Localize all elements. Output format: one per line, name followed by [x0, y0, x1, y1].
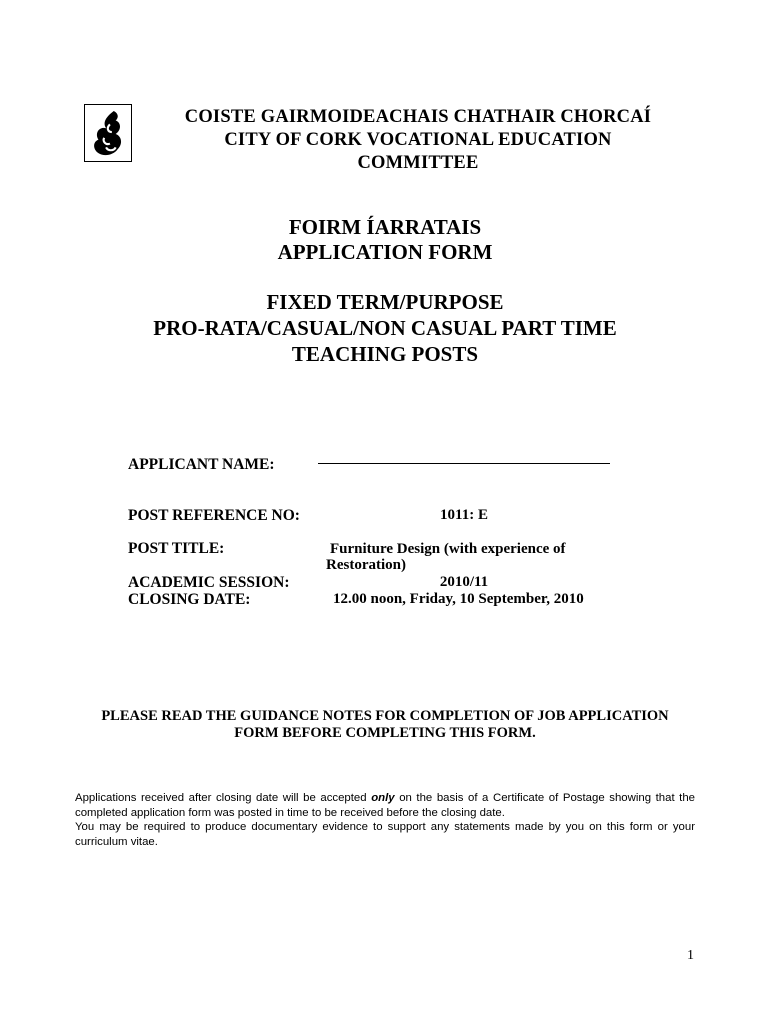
post-title-value-line-2: Restoration): [326, 557, 406, 573]
page-number: 1: [687, 948, 694, 963]
post-type-line-1: FIXED TERM/PURPOSE: [266, 290, 504, 314]
guidance-notice-line-2: FORM BEFORE COMPLETING THIS FORM.: [234, 725, 536, 741]
post-reference-value: 1011: E: [440, 507, 488, 523]
title-english: APPLICATION FORM: [277, 240, 493, 264]
title-irish: FOIRM ÍARRATAIS: [288, 215, 482, 239]
header-line-3: COMMITTEE: [357, 153, 479, 173]
closing-date-value: 12.00 noon, Friday, 10 September, 2010: [333, 591, 584, 607]
paragraph-text-after: on the basis of a Certificate of Postage showing that the completed application form was posted in time to be received before the closing date.: [75, 792, 696, 819]
paragraph-emphasis: only: [371, 792, 395, 804]
closing-date-label: CLOSING DATE:: [128, 591, 251, 608]
post-type-line-2: PRO-RATA/CASUAL/NON CASUAL PART TIME: [153, 316, 617, 340]
paragraph-text-before: Applications received after closing date will be accepted: [75, 792, 367, 804]
post-title-value-line-1: Furniture Design (with experience of: [330, 541, 566, 557]
post-reference-label: POST REFERENCE NO:: [128, 507, 300, 524]
academic-session-label: ACADEMIC SESSION:: [128, 574, 290, 591]
header-line-1: COISTE GAIRMOIDEACHAIS CHATHAIR CHORCAÍ: [184, 107, 652, 127]
guidance-notice-line-1: PLEASE READ THE GUIDANCE NOTES FOR COMPLETION OF JOB APPLICATION: [101, 708, 669, 724]
academic-session-value: 2010/11: [439, 574, 489, 590]
applicant-name-label: APPLICANT NAME:: [128, 456, 275, 473]
evidence-paragraph: You may be required to produce documentary evidence to support any statements made by you on this form or your curriculum vitae.: [75, 821, 695, 848]
post-title-label: POST TITLE:: [128, 540, 225, 557]
closing-date-paragraph: [75, 791, 695, 849]
post-type-line-3: TEACHING POSTS: [291, 342, 479, 366]
header-line-2: CITY OF CORK VOCATIONAL EDUCATION: [224, 130, 612, 150]
applicant-name-line[interactable]: [318, 463, 610, 464]
